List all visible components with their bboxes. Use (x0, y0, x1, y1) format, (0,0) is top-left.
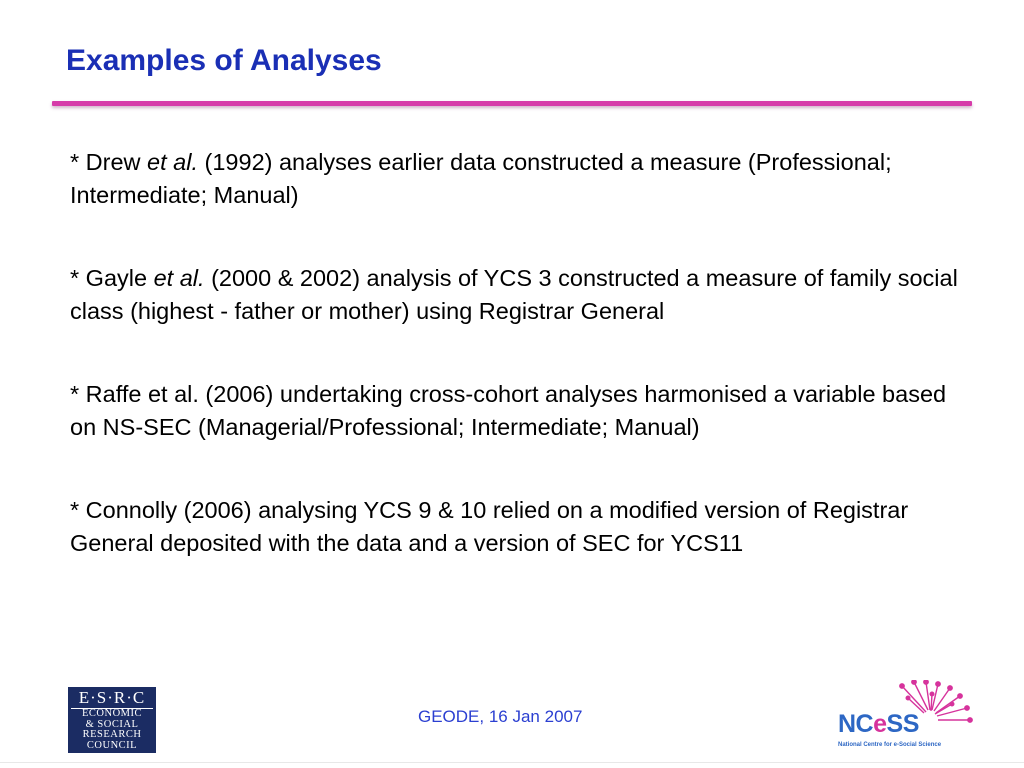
bullet-italic-text: et al. (153, 265, 205, 291)
esrc-logo-line: COUNCIL (86, 739, 138, 751)
bullet-drew (70, 146, 960, 212)
title-divider (52, 101, 972, 106)
bullet-connolly (70, 494, 960, 560)
esrc-logo-line: ECONOMIC (81, 708, 142, 719)
esrc-logo-line: RESEARCH (82, 729, 142, 740)
esrc-logo-line: & SOCIAL (85, 718, 139, 730)
slide-body (70, 146, 960, 560)
ncess-wordmark-part: SS (886, 710, 919, 738)
bullet-text: (2000 & 2002) analysis of YCS 3 constructed a measure of family social class (highest - father or mother) using Registrar General (70, 265, 958, 324)
esrc-logo-top: E·S·R·C (71, 689, 153, 709)
bottom-divider (0, 762, 1024, 763)
ncess-wordmark-part: e (873, 710, 887, 738)
bullet-text: * Gayle (70, 265, 154, 291)
slide-footer: GEODE, 16 Jan 2007 (418, 707, 583, 726)
bullet-raffe (70, 378, 960, 444)
esrc-logo-icon (68, 687, 156, 753)
bullet-text: * Connolly (2006) analysing YCS 9 & 10 relied on a modified version of Registrar General deposited with the data and a version of SEC for YCS11 (70, 497, 909, 556)
bullet-text: (1992) analyses earlier data constructed a measure (Professional; Intermediate; Manual) (70, 149, 892, 208)
bullet-text: * Drew (70, 149, 148, 175)
ncess-logo-wordmark (838, 710, 919, 739)
slide-title: Examples of Analyses (66, 44, 382, 77)
bullet-text: * Raffe et al. (2006) undertaking cross-cohort analyses harmonised a variable based on NS-SEC (Managerial/Professional; Intermediate; Manual) (70, 381, 947, 440)
bullet-gayle (70, 262, 960, 328)
bullet-italic-text: et al. (147, 149, 198, 175)
ncess-logo-subtitle: National Centre for e-Social Science (838, 742, 942, 748)
ncess-wordmark-part: NC (838, 710, 874, 738)
